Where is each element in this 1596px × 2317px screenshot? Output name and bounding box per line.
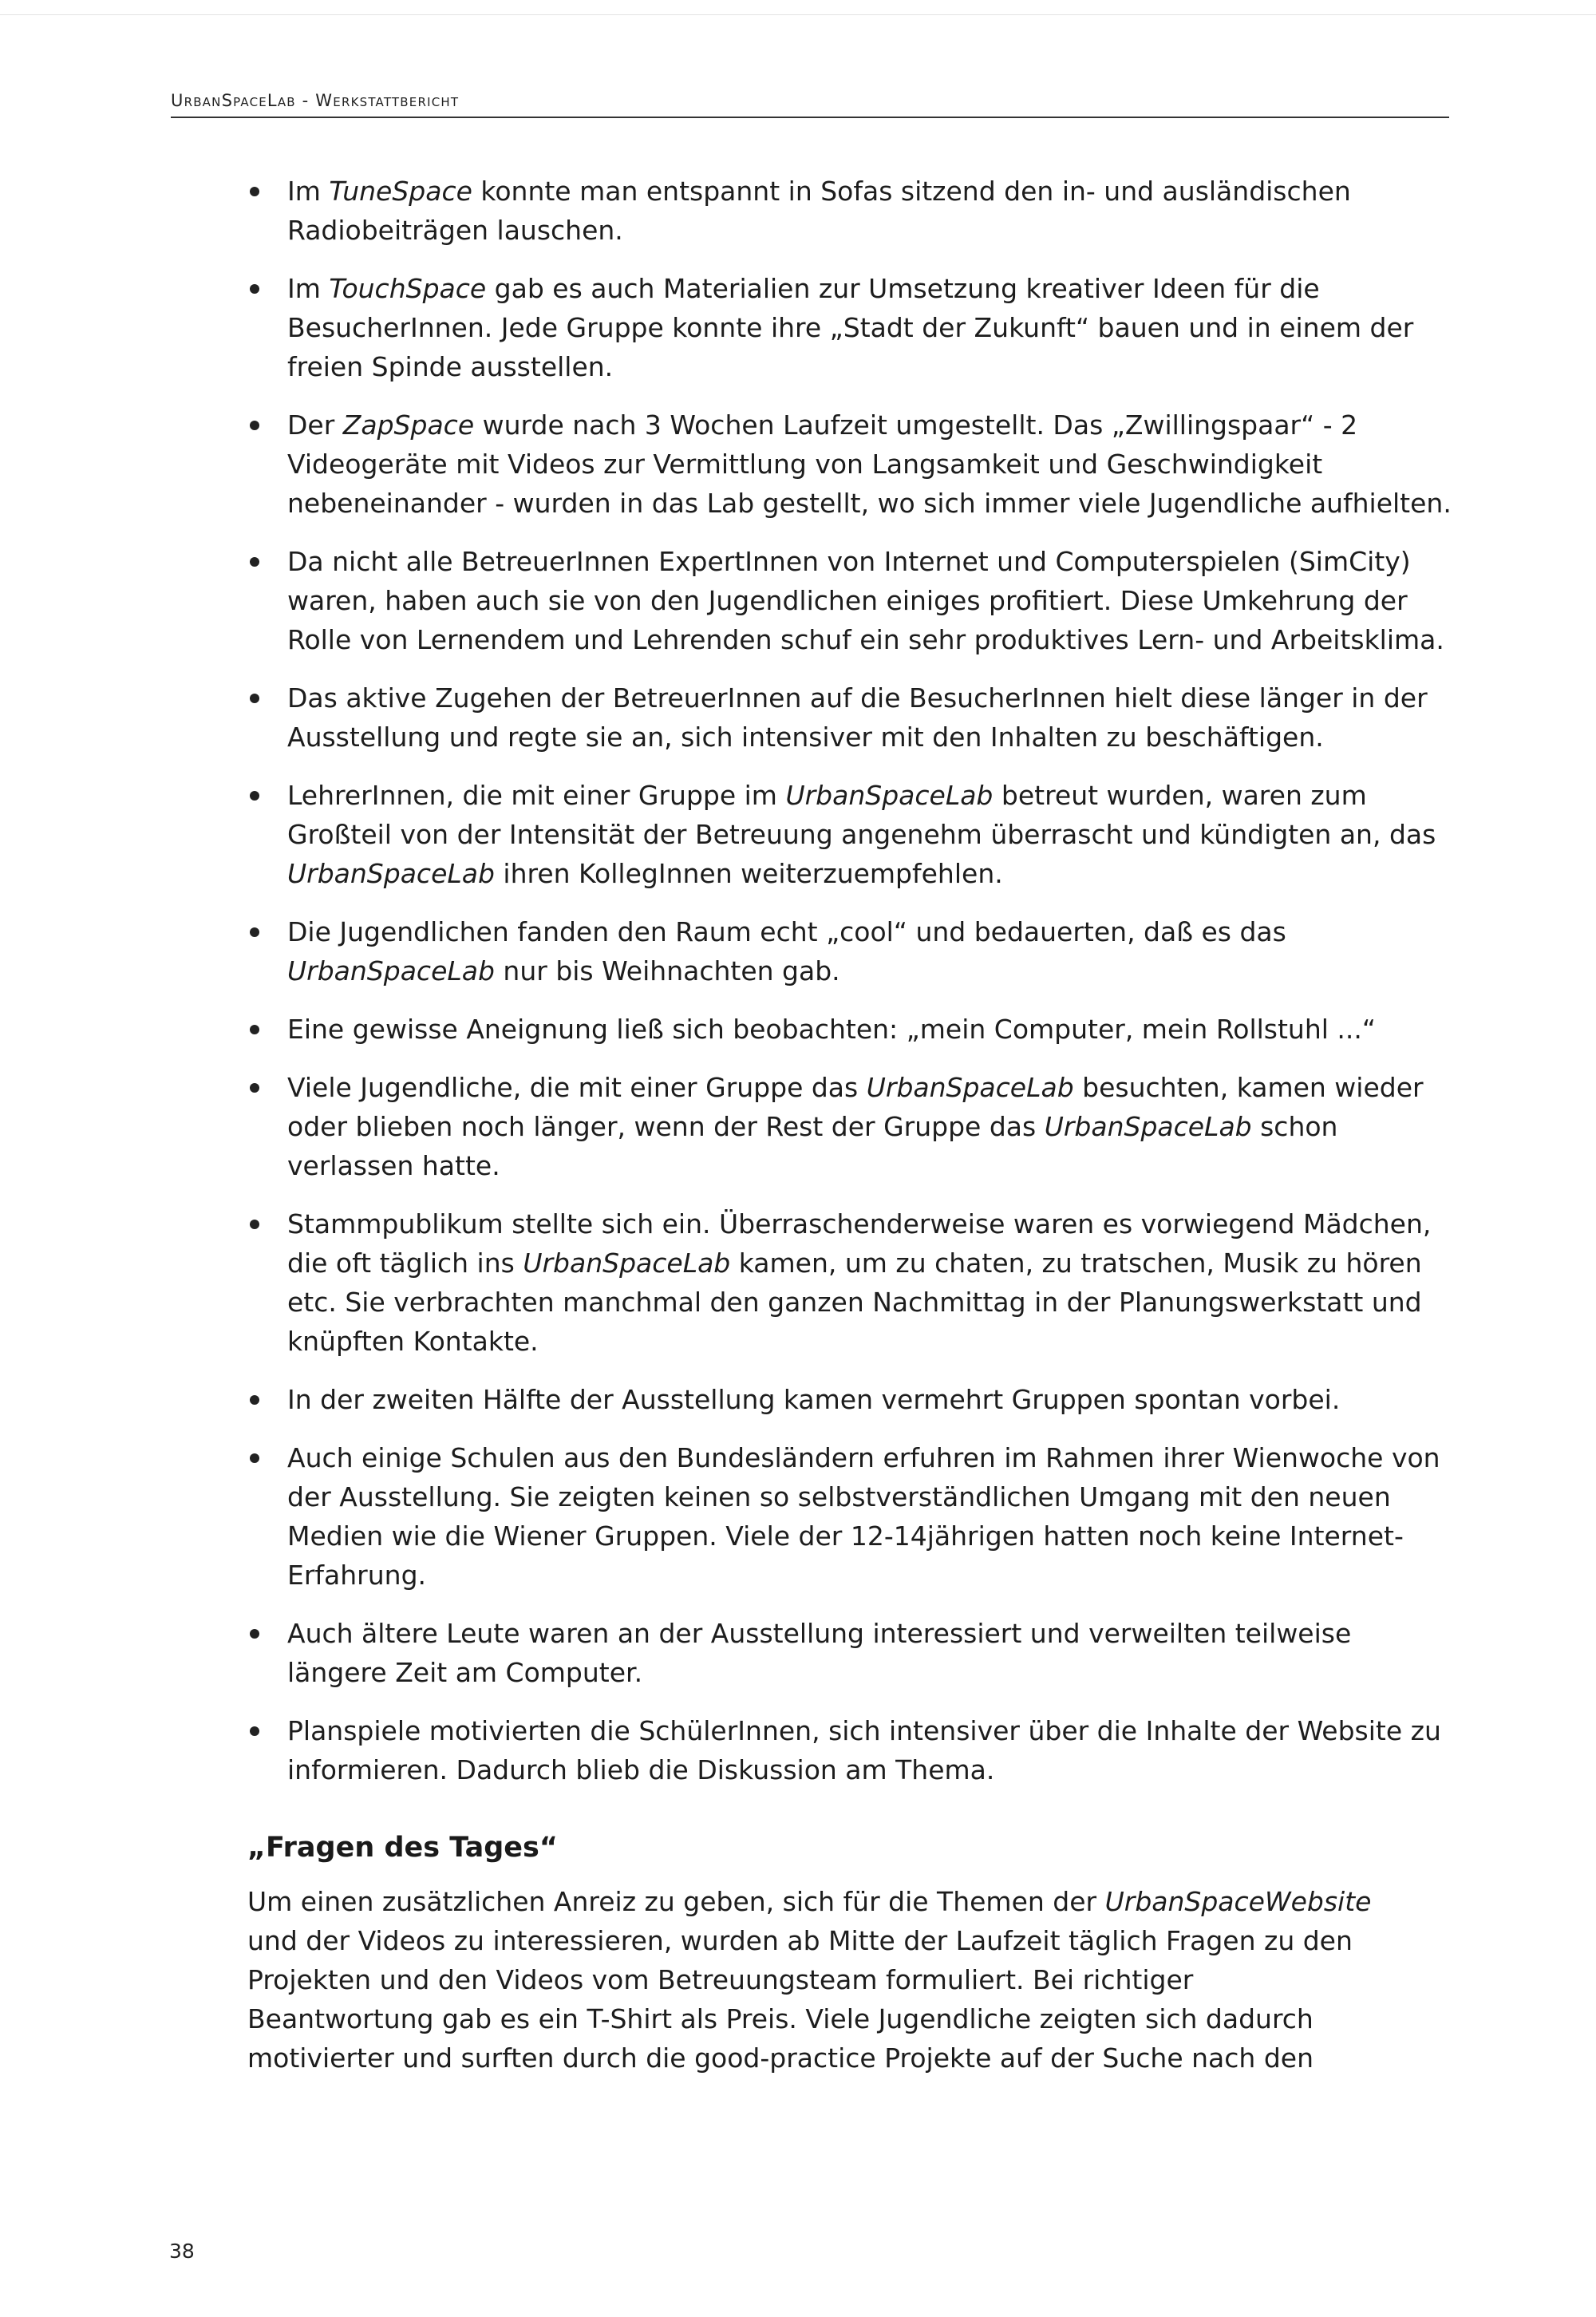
italic-term: ZapSpace xyxy=(342,409,475,441)
scan-edge-line xyxy=(0,14,1596,15)
bullet-item: Im TouchSpace gab es auch Materialien zur Umsetzung kreativer Ideen für die BesucherInnen. Jede Gruppe konnte ihre „Stadt der Zukunft“ bauen und in einem der freien Spinde ausstellen. xyxy=(171,269,1456,386)
italic-term: UrbanSpaceLab xyxy=(287,858,495,889)
bullet-item: LehrerInnen, die mit einer Gruppe im UrbanSpaceLab betreut wurden, waren zum Großteil von der Intensität der Betreuung angenehm überrascht und kündigten an, das UrbanSpaceLab ihren KollegInnen weiterzuempfehlen. xyxy=(171,776,1456,893)
bullet-item: Stammpublikum stellte sich ein. Überraschenderweise waren es vorwiegend Mädchen, die oft täglich ins UrbanSpaceLab kamen, um zu chaten, zu tratschen, Musik zu hören etc. Sie verbrachten manchmal den ganzen Nachmittag in der Planungswerkstatt und knüpften Kontakte. xyxy=(171,1204,1456,1361)
bullet-dot-icon xyxy=(250,927,259,937)
italic-term: TouchSpace xyxy=(329,273,487,304)
running-header: UrbanSpaceLab - Werkstattbericht xyxy=(171,91,460,110)
bullet-dot-icon xyxy=(250,1726,259,1736)
bullet-item: Planspiele motivierten die SchülerInnen, sich intensiver über die Inhalte der Website zu informieren. Dadurch blieb die Diskussion am Thema. xyxy=(171,1711,1456,1789)
section-heading: „Fragen des Tages“ xyxy=(247,1832,558,1864)
header-rule xyxy=(171,117,1449,118)
bullet-dot-icon xyxy=(250,791,259,801)
bullet-item: Auch einige Schulen aus den Bundesländern erfuhren im Rahmen ihrer Wienwoche von der Ausstellung. Sie zeigten keinen so selbstverständlichen Umgang mit den neuen Medien wie die Wiener Gruppen. Viele der 12-14jährigen hatten noch keine Internet-Erfahrung. xyxy=(171,1438,1456,1595)
bullet-dot-icon xyxy=(250,1629,259,1639)
bullet-item: Eine gewisse Aneignung ließ sich beobachten: „mein Computer, mein Rollstuhl ...“ xyxy=(171,1010,1456,1049)
italic-term: TuneSpace xyxy=(329,176,472,207)
bullet-item: In der zweiten Hälfte der Ausstellung kamen vermehrt Gruppen spontan vorbei. xyxy=(171,1380,1456,1419)
bullet-dot-icon xyxy=(250,694,259,703)
bullet-dot-icon xyxy=(250,284,259,294)
italic-term: UrbanSpaceLab xyxy=(1044,1111,1252,1142)
italic-term: UrbanSpaceLab xyxy=(785,780,994,811)
bullet-item: Der ZapSpace wurde nach 3 Wochen Laufzeit umgestellt. Das „Zwillingspaar“ - 2 Videogeräte mit Videos zur Vermittlung von Langsamkeit und Geschwindigkeit nebeneinander - wurden in das Lab gestellt, wo sich immer viele Jugendliche aufhielten. xyxy=(171,405,1456,523)
bullet-dot-icon xyxy=(250,557,259,567)
page-content xyxy=(171,172,1456,2078)
page-number: 38 xyxy=(169,2240,195,2263)
italic-term: UrbanSpaceLab xyxy=(523,1247,731,1279)
section-paragraph: Um einen zusätzlichen Anreiz zu geben, sich für die Themen der UrbanSpaceWebsite und der Videos zu interessieren, wurden ab Mitte der Laufzeit täglich Fragen zu den Projekten und den Videos vom Betreuungsteam formuliert. Bei richtiger Beantwortung gab es ein T-Shirt als Preis. Viele Jugendliche zeigten sich dadurch motivierter und surften durch die good-practice Projekte auf der Suche nach den xyxy=(247,1886,1372,2074)
bullet-dot-icon xyxy=(250,187,259,196)
bullet-item: Im TuneSpace konnte man entspannt in Sofas sitzend den in- und ausländischen Radiobeiträgen lauschen. xyxy=(171,172,1456,250)
italic-term: UrbanSpaceLab xyxy=(287,955,495,987)
bullet-dot-icon xyxy=(250,1025,259,1034)
bullet-item: Die Jugendlichen fanden den Raum echt „cool“ und bedauerten, daß es das UrbanSpaceLab nur bis Weihnachten gab. xyxy=(171,912,1456,990)
bullet-dot-icon xyxy=(250,1453,259,1463)
italic-term: UrbanSpaceWebsite xyxy=(1104,1886,1372,1917)
bullet-item: Auch ältere Leute waren an der Ausstellung interessiert und verweilten teilweise längere Zeit am Computer. xyxy=(171,1614,1456,1692)
bullet-dot-icon xyxy=(250,1083,259,1093)
bullet-item: Viele Jugendliche, die mit einer Gruppe das UrbanSpaceLab besuchten, kamen wieder oder blieben noch länger, wenn der Rest der Gruppe das UrbanSpaceLab schon verlassen hatte. xyxy=(171,1068,1456,1185)
bullet-dot-icon xyxy=(250,1395,259,1405)
italic-term: UrbanSpaceLab xyxy=(866,1072,1074,1103)
bullet-list xyxy=(171,172,1456,1789)
bullet-dot-icon xyxy=(250,421,259,430)
bullet-item: Da nicht alle BetreuerInnen ExpertInnen von Internet und Computerspielen (SimCity) waren, haben auch sie von den Jugendlichen einiges profitiert. Diese Umkehrung der Rolle von Lernendem und Lehrenden schuf ein sehr produktives Lern- und Arbeitsklima. xyxy=(171,542,1456,659)
bullet-item: Das aktive Zugehen der BetreuerInnen auf die BesucherInnen hielt diese länger in der Ausstellung und regte sie an, sich intensiver mit den Inhalten zu beschäftigen. xyxy=(171,678,1456,757)
bullet-dot-icon xyxy=(250,1220,259,1229)
